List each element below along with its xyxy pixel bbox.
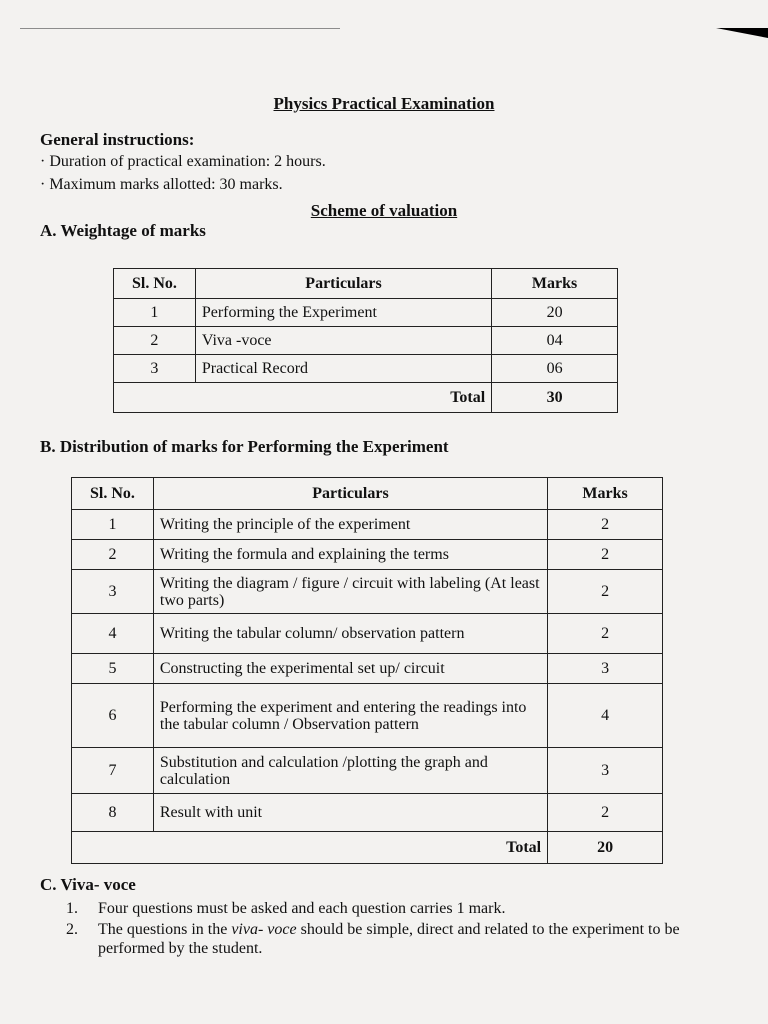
table-row [72, 748, 663, 794]
table-row [114, 299, 618, 327]
cell-particular: Practical Record [195, 355, 491, 383]
cell-marks: 2 [548, 570, 663, 614]
list-item [66, 920, 706, 958]
item-number: 1. [66, 900, 78, 917]
cell-particular: Result with unit [153, 794, 547, 832]
scheme-heading: Scheme of valuation [310, 201, 458, 220]
table-row [72, 684, 663, 748]
total-row [72, 832, 663, 864]
instruction-item: · Duration of practical examination: 2 hours. [40, 153, 326, 170]
cell-particular: Constructing the experimental set up/ circuit [153, 654, 547, 684]
cell-marks: 3 [548, 748, 663, 794]
cell-particular: Writing the diagram / figure / circuit with labeling (At least two parts) [153, 570, 547, 614]
total-value: 30 [492, 383, 618, 413]
distribution-table [71, 477, 663, 864]
top-rule [20, 28, 340, 29]
header-particulars: Particulars [195, 269, 491, 299]
cell-sl: 4 [72, 614, 154, 654]
section-c-heading: C. Viva- voce [40, 875, 136, 894]
list-item [66, 899, 706, 918]
cell-marks: 4 [548, 684, 663, 748]
section-a-heading: A. Weightage of marks [40, 221, 206, 240]
cell-sl: 1 [72, 510, 154, 540]
cell-particular: Writing the tabular column/ observation pattern [153, 614, 547, 654]
cell-sl: 2 [114, 327, 196, 355]
cell-sl: 7 [72, 748, 154, 794]
cell-marks: 20 [492, 299, 618, 327]
cell-particular: Performing the Experiment [195, 299, 491, 327]
cell-sl: 6 [72, 684, 154, 748]
table-row [72, 614, 663, 654]
weightage-table [113, 268, 618, 413]
cell-sl: 2 [72, 540, 154, 570]
table-header-row [114, 269, 618, 299]
table-header-row [72, 478, 663, 510]
cell-particular: Writing the formula and explaining the terms [153, 540, 547, 570]
cell-marks: 04 [492, 327, 618, 355]
header-marks: Marks [548, 478, 663, 510]
table-row [72, 510, 663, 540]
table-row [72, 570, 663, 614]
cell-marks: 2 [548, 510, 663, 540]
page-title: Physics Practical Examination [273, 94, 495, 113]
cell-particular: Writing the principle of the experiment [153, 510, 547, 540]
header-sl: Sl. No. [114, 269, 196, 299]
table-row [114, 327, 618, 355]
cell-sl: 3 [114, 355, 196, 383]
item-text: Four questions must be asked and each question carries 1 mark. [98, 900, 506, 917]
cell-marks: 2 [548, 540, 663, 570]
total-label: Total [114, 383, 492, 413]
total-row [114, 383, 618, 413]
item-text: The questions in the viva- voce should be simple, direct and related to the experiment to be performed by the student. [98, 921, 680, 957]
table-row [114, 355, 618, 383]
header-sl: Sl. No. [72, 478, 154, 510]
cell-sl: 1 [114, 299, 196, 327]
cell-particular: Substitution and calculation /plotting the graph and calculation [153, 748, 547, 794]
table-row [72, 540, 663, 570]
header-marks: Marks [492, 269, 618, 299]
cell-sl: 8 [72, 794, 154, 832]
total-value: 20 [548, 832, 663, 864]
general-instructions-heading: General instructions: [40, 130, 195, 149]
viva-voce-list [66, 899, 706, 960]
cell-sl: 5 [72, 654, 154, 684]
cell-particular: Performing the experiment and entering the readings into the tabular column / Observation pattern [153, 684, 547, 748]
cell-marks: 2 [548, 614, 663, 654]
section-b-heading: B. Distribution of marks for Performing the Experiment [40, 437, 449, 456]
item-number: 2. [66, 921, 78, 938]
total-label: Total [72, 832, 548, 864]
cell-sl: 3 [72, 570, 154, 614]
table-row [72, 654, 663, 684]
corner-mark [716, 28, 768, 38]
instruction-item: · Maximum marks allotted: 30 marks. [40, 176, 283, 193]
cell-marks: 06 [492, 355, 618, 383]
cell-particular: Viva -voce [195, 327, 491, 355]
cell-marks: 2 [548, 794, 663, 832]
header-particulars: Particulars [153, 478, 547, 510]
cell-marks: 3 [548, 654, 663, 684]
table-row [72, 794, 663, 832]
